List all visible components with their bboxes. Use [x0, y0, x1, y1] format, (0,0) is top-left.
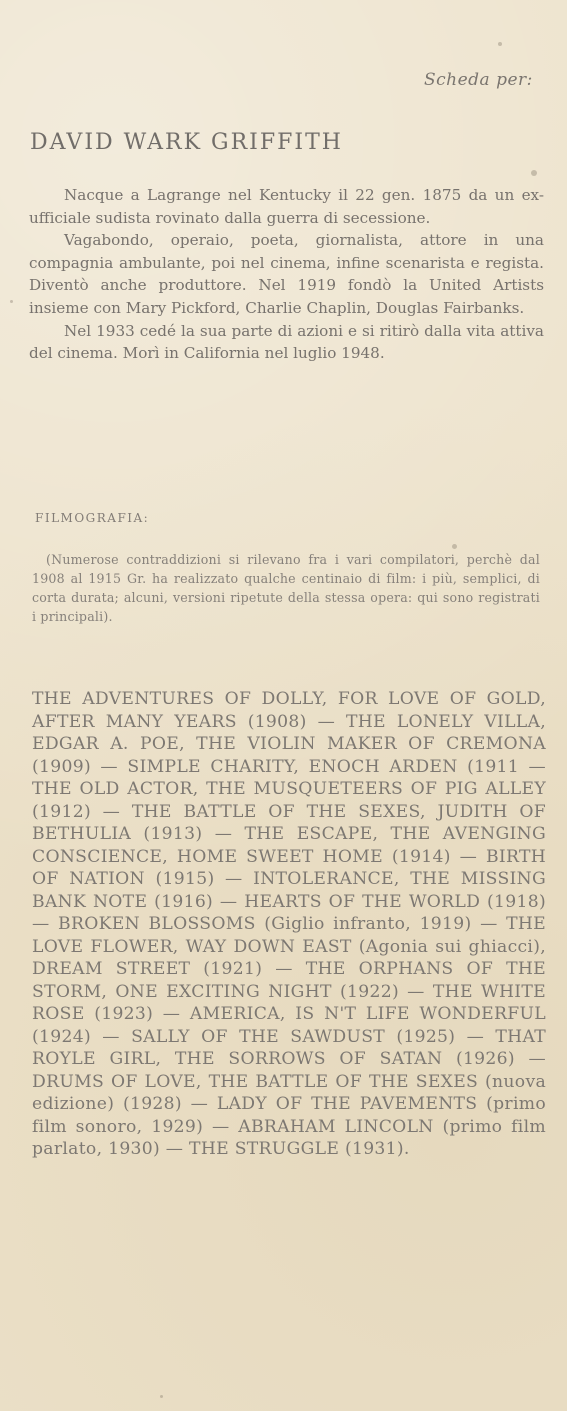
filmography-list	[32, 688, 546, 1161]
filmography-list-text: THE ADVENTURES OF DOLLY, FOR LOVE OF GOLD, AFTER MANY YEARS (1908) — THE LONELY VILLA, EDGAR A. POE, THE VIOLIN MAKER OF CREMONA (1909) — SIMPLE CHARITY, ENOCH ARDEN (1911 — THE OLD ACTOR, THE MUSQUETEERS OF PIG ALLEY (1912) — THE BATTLE OF THE SEXES, JUDITH OF BETHULIA (1913) — THE ESCAPE, THE AVENGING CONSCIENCE, HOME SWEET HOME (1914) — BIRTH OF NATION (1915) — INTOLERANCE, THE MISSING BANK NOTE (1916) — HEARTS OF THE WORLD (1918) — BROKEN BLOSSOMS (Giglio infranto, 1919) — THE LOVE FLOWER, WAY DOWN EAST (Agonia sui ghiacci), DREAM STREET (1921) — THE ORPHANS OF THE STORM, ONE EXCITING NIGHT (1922) — THE WHITE ROSE (1923) — AMERICA, IS N'T LIFE WONDERFUL (1924) — SALLY OF THE SAWDUST (1925) — THAT ROYLE GIRL, THE SORROWS OF SATAN (1926) — DRUMS OF LOVE, THE BATTLE OF THE SEXES (nuova edizione) (1928) — LADY OF THE PAVEMENTS (primo film sonoro, 1929) — ABRAHAM LINCOLN (primo film parlato, 1930) — THE STRUGGLE (1931).	[32, 689, 546, 1159]
card-header-label: Scheda per:	[424, 70, 533, 90]
person-name-title: DAVID WARK GRIFFITH	[30, 130, 343, 155]
biography-paragraph: Nel 1933 cedé la sua parte di azioni e si ritirò dalla vita attiva del cinema. Morì in California nel luglio 1948.	[29, 321, 544, 363]
paper-speck	[160, 1395, 163, 1398]
paper-speck	[498, 42, 502, 46]
biography-paragraph: Vagabondo, operaio, poeta, giornalista, attore in una compagnia ambulante, poi nel cinema, infine scenarista e regista. Diventò anche produttore. Nel 1919 fondò la United Artists insieme con Mary Pickford, Charlie Chaplin, Douglas Fairbanks.	[29, 231, 544, 317]
filmography-note-text: (Numerose contraddizioni si rilevano fra i vari compilatori, perchè dal 1908 al 1915 Gr. ha realizzato qualche centinaio di film: i più, semplici, di corta durata; alcuni, versioni ripetute della stessa opera: qui sono registrati i principali).	[32, 552, 540, 624]
biography-section	[29, 184, 544, 365]
biography-paragraph: Nacque a Lagrange nel Kentucky il 22 gen. 1875 da un ex-ufficiale sudista rovinato dalla guerra di secessione.	[29, 186, 544, 227]
paper-speck	[10, 300, 13, 303]
paper-speck	[531, 170, 537, 176]
filmography-label: FILMOGRAFIA:	[35, 511, 150, 525]
filmography-note	[32, 550, 540, 626]
paper-speck	[452, 544, 457, 549]
